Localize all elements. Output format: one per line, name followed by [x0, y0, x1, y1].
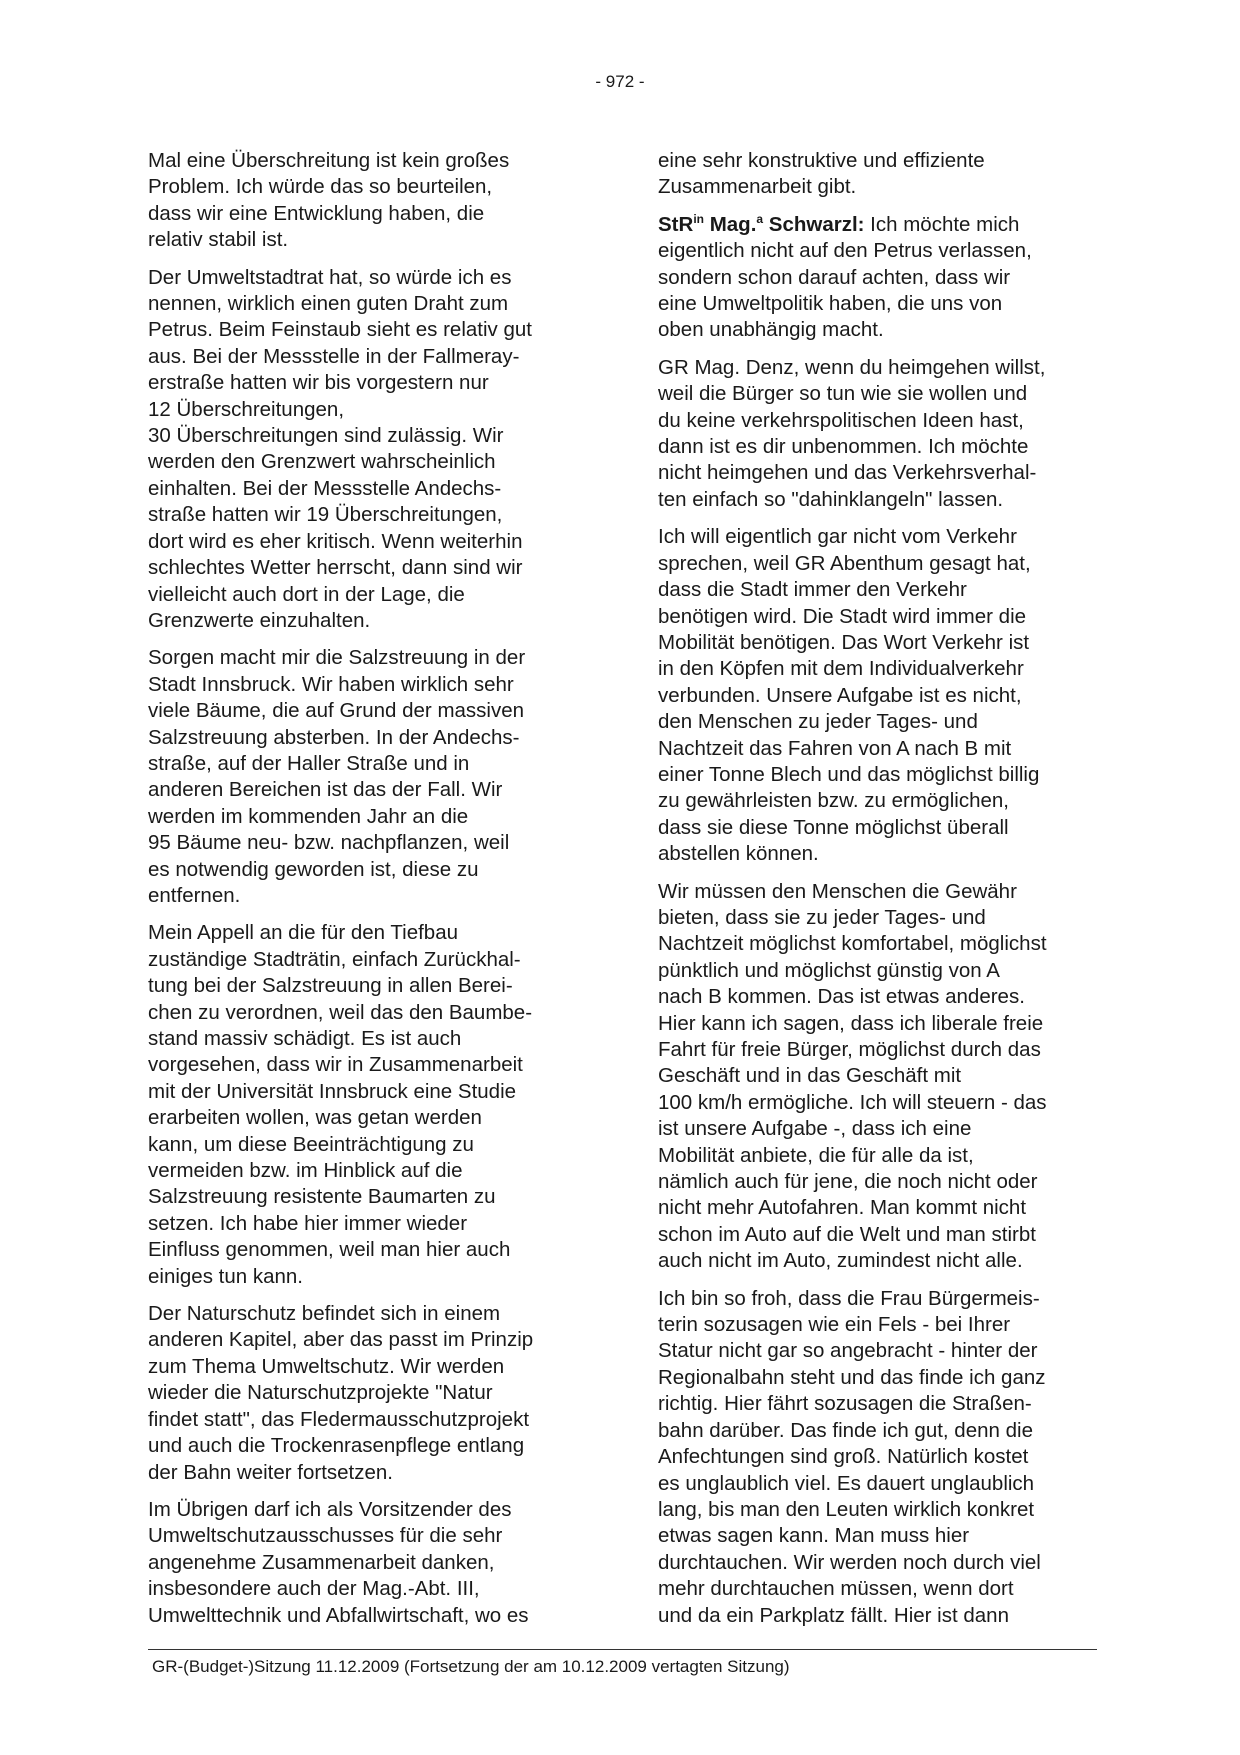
text-line: Salzstreuung absterben. In der Andechs-: [148, 725, 520, 749]
text-line: insbesondere auch der Mag.-Abt. III,: [148, 1577, 480, 1601]
text-line: sprechen, weil GR Abenthum gesagt hat,: [658, 551, 1031, 575]
text-line: verbunden. Unsere Aufgabe ist es nicht,: [658, 683, 1022, 707]
text-line: mit der Universität Innsbruck eine Studie: [148, 1079, 517, 1103]
text-line: vielleicht auch dort in der Lage, die: [148, 582, 465, 606]
text-line: Regionalbahn steht und das finde ich ganz: [658, 1365, 1046, 1389]
text-line: schon im Auto auf die Welt und man stirbt: [658, 1222, 1036, 1246]
paragraph: [658, 355, 1098, 513]
text-line: straße, auf der Haller Straße und in: [148, 751, 470, 775]
text-line: werden im kommenden Jahr an die: [148, 804, 469, 828]
text-line: 30 Überschreitungen sind zulässig. Wir: [148, 424, 504, 448]
text-line: erstraße hatten wir bis vorgestern nur: [148, 371, 489, 395]
text-line: Wir müssen den Menschen die Gewähr: [658, 879, 1017, 903]
page-number: - 972 -: [595, 72, 645, 91]
paragraph: [658, 524, 1098, 867]
text-line: schlechtes Wetter herrscht, dann sind wir: [148, 556, 523, 580]
text-line: 95 Bäume neu- bzw. nachpflanzen, weil: [148, 831, 510, 855]
text-line: dann ist es dir unbenommen. Ich möchte: [658, 435, 1029, 459]
text-line: zuständige Stadträtin, einfach Zurückhal-: [148, 947, 521, 971]
text-line: Umwelttechnik und Abfallwirtschaft, wo es: [148, 1603, 529, 1627]
paragraph: [148, 645, 588, 909]
text-line: StR$^{in}$ Mag.$^a$ Schwarzl: Ich möchte mich: [658, 211, 1020, 236]
text-line: kann, um diese Beeinträchtigung zu: [148, 1132, 474, 1156]
text-line: Fahrt für freie Bürger, möglichst durch das: [658, 1038, 1041, 1061]
text-line: vorgesehen, dass wir in Zusammenarbeit: [148, 1053, 523, 1077]
text-line: GR Mag. Denz, wenn du heimgehen willst,: [658, 355, 1046, 379]
text-line: weil die Bürger so tun wie sie wollen und: [658, 382, 1028, 406]
paragraph: [148, 1497, 588, 1629]
text-line: lang, bis man den Leuten wirklich konkret: [658, 1497, 1035, 1521]
text-line: chen zu verordnen, weil das den Baumbe-: [148, 1000, 533, 1024]
text-line: 12 Überschreitungen,: [148, 397, 345, 421]
text-line: einer Tonne Blech und das möglichst billig: [658, 762, 1040, 786]
text-line: oben unabhängig macht.: [658, 318, 884, 342]
text-line: es notwendig geworden ist, diese zu: [148, 857, 479, 881]
text-line: wieder die Naturschutzprojekte "Natur: [148, 1381, 493, 1405]
text-line: dass die Stadt immer den Verkehr: [658, 578, 967, 602]
text-line: Mal eine Überschreitung ist kein großes: [148, 149, 510, 172]
text-line: dass sie diese Tonne möglichst überall: [658, 815, 1009, 839]
text-line: findet statt", das Fledermausschutzprojekt: [148, 1407, 530, 1431]
text-line: Mobilität anbiete, die für alle da ist,: [658, 1143, 974, 1167]
text-line: Im Übrigen darf ich als Vorsitzender des: [148, 1497, 512, 1521]
text-line: setzen. Ich habe hier immer wieder: [148, 1211, 468, 1235]
left-column: [148, 148, 588, 1640]
text-line: und da ein Parkplatz fällt. Hier ist dann: [658, 1603, 1009, 1627]
text-line: in den Köpfen mit dem Individualverkehr: [658, 657, 1024, 681]
text-line: straße hatten wir 19 Überschreitungen,: [148, 503, 503, 527]
paragraph: [658, 1286, 1098, 1629]
text-line: zu gewährleisten bzw. zu ermöglichen,: [658, 789, 1009, 813]
text-line: sondern schon darauf achten, dass wir: [658, 265, 1011, 289]
text-line: Der Umweltstadtrat hat, so würde ich es: [148, 265, 512, 289]
text-line: Zusammenarbeit gibt.: [658, 175, 857, 199]
text-line: bahn darüber. Das finde ich gut, denn die: [658, 1418, 1033, 1442]
text-line: Der Naturschutz befindet sich in einem: [148, 1302, 501, 1326]
text-line: einhalten. Bei der Messstelle Andechs-: [148, 476, 502, 500]
text-line: Salzstreuung resistente Baumarten zu: [148, 1185, 496, 1209]
text-line: angenehme Zusammenarbeit danken,: [148, 1550, 495, 1574]
text-line: Problem. Ich würde das so beurteilen,: [148, 175, 493, 199]
paragraph: [148, 920, 588, 1290]
text-line: anderen Kapitel, aber das passt im Prinzip: [148, 1328, 534, 1352]
text-line: nämlich auch für jene, die noch nicht oder: [658, 1170, 1038, 1194]
text-line: Ich will eigentlich gar nicht vom Verkehr: [658, 525, 1017, 549]
text-line: einiges tun kann.: [148, 1264, 304, 1288]
text-line: benötigen wird. Die Stadt wird immer die: [658, 604, 1027, 628]
text-line: zum Thema Umweltschutz. Wir werden: [148, 1354, 505, 1378]
text-line: aus. Bei der Messstelle in der Fallmeray-: [148, 344, 520, 368]
footer-divider: [148, 1649, 1097, 1650]
text-line: nicht heimgehen und das Verkehrsverhal-: [658, 461, 1037, 485]
paragraph: [658, 148, 1098, 201]
text-line: entfernen.: [148, 883, 241, 907]
text-line: ten einfach so "dahinklangeln" lassen.: [658, 487, 1004, 511]
text-line: Hier kann ich sagen, dass ich liberale freie: [658, 1011, 1044, 1035]
text-line: auch nicht im Auto, zumindest nicht alle.: [658, 1249, 1023, 1273]
paragraph: [658, 879, 1098, 1275]
text-line: relativ stabil ist.: [148, 228, 289, 252]
text-line: du keine verkehrspolitischen Ideen hast,: [658, 408, 1024, 432]
text-line: tung bei der Salzstreuung in allen Berei-: [148, 974, 513, 998]
footer-text: GR-(Budget-)Sitzung 11.12.2009 (Fortsetzung der am 10.12.2009 vertagten Sitzung): [152, 1657, 790, 1676]
text-line: terin sozusagen wie ein Fels - bei Ihrer: [658, 1313, 1011, 1337]
text-line: 100 km/h ermögliche. Ich will steuern - das: [658, 1090, 1047, 1114]
right-column: [658, 148, 1098, 1640]
text-line: Mobilität benötigen. Das Wort Verkehr ist: [658, 630, 1030, 654]
text-line: vermeiden bzw. im Hinblick auf die: [148, 1159, 463, 1183]
text-line: und auch die Trockenrasenpflege entlang: [148, 1434, 525, 1458]
text-line: Grenzwerte einzuhalten.: [148, 608, 371, 632]
text-line: ist unsere Aufgabe -, dass ich eine: [658, 1117, 972, 1141]
text-line: Nachtzeit das Fahren von A nach B mit: [658, 736, 1012, 760]
text-line: nennen, wirklich einen guten Draht zum: [148, 292, 509, 316]
text-line: Mein Appell an die für den Tiefbau: [148, 921, 458, 945]
paragraph: [148, 148, 588, 254]
text-line: viele Bäume, die auf Grund der massiven: [148, 699, 525, 723]
text-line: eine sehr konstruktive und effiziente: [658, 149, 985, 172]
text-line: nach B kommen. Das ist etwas anderes.: [658, 985, 1025, 1009]
text-line: richtig. Hier fährt sozusagen die Straßen-: [658, 1392, 1032, 1416]
text-line: werden den Grenzwert wahrscheinlich: [148, 450, 496, 474]
text-line: es unglaublich viel. Es dauert unglaublich: [658, 1471, 1035, 1495]
text-line: eigentlich nicht auf den Petrus verlassen,: [658, 239, 1032, 263]
text-line: der Bahn weiter fortsetzen.: [148, 1460, 393, 1484]
text-line: Sorgen macht mir die Salzstreuung in der: [148, 646, 526, 670]
text-line: Anfechtungen sind groß. Natürlich kostet: [658, 1445, 1029, 1469]
text-line: dort wird es eher kritisch. Wenn weiterhin: [148, 529, 523, 553]
text-line: Petrus. Beim Feinstaub sieht es relativ gut: [148, 318, 532, 342]
text-line: nicht mehr Autofahren. Man kommt nicht: [658, 1196, 1027, 1220]
paragraph: [148, 265, 588, 635]
speaker-name: StR$^{in}$ Mag.$^a$ Schwarzl:: [658, 211, 865, 236]
text-line: Stadt Innsbruck. Wir haben wirklich sehr: [148, 672, 514, 696]
text-line: pünktlich und möglichst günstig von A: [658, 958, 1000, 982]
paragraph: [148, 1301, 588, 1486]
text-line: mehr durchtauchen müssen, wenn dort: [658, 1577, 1014, 1601]
text-line: durchtauchen. Wir werden noch durch viel: [658, 1550, 1041, 1574]
text-line: stand massiv schädigt. Es ist auch: [148, 1027, 462, 1050]
text-line: den Menschen zu jeder Tages- und: [658, 710, 978, 734]
text-line: Nachtzeit möglichst komfortabel, möglichst: [658, 932, 1047, 956]
text-line: eine Umweltpolitik haben, die uns von: [658, 292, 1003, 316]
text-line: bieten, dass sie zu jeder Tages- und: [658, 905, 986, 929]
text-line: Ich bin so froh, dass die Frau Bürgermeis-: [658, 1286, 1040, 1310]
text-line: Geschäft und in das Geschäft mit: [658, 1064, 962, 1088]
text-line: erarbeiten wollen, was getan werden: [148, 1106, 482, 1130]
text-line: Statur nicht gar so angebracht - hinter der: [658, 1339, 1038, 1363]
text-line: dass wir eine Entwicklung haben, die: [148, 201, 485, 225]
text-line: Einfluss genommen, weil man hier auch: [148, 1238, 511, 1262]
speaker-paragraph: [658, 212, 1098, 344]
text-line: Umweltschutzausschusses für die sehr: [148, 1524, 503, 1548]
text-line: etwas sagen kann. Man muss hier: [658, 1524, 970, 1548]
text-line: abstellen können.: [658, 842, 819, 866]
text-line: anderen Bereichen ist das der Fall. Wir: [148, 778, 503, 802]
